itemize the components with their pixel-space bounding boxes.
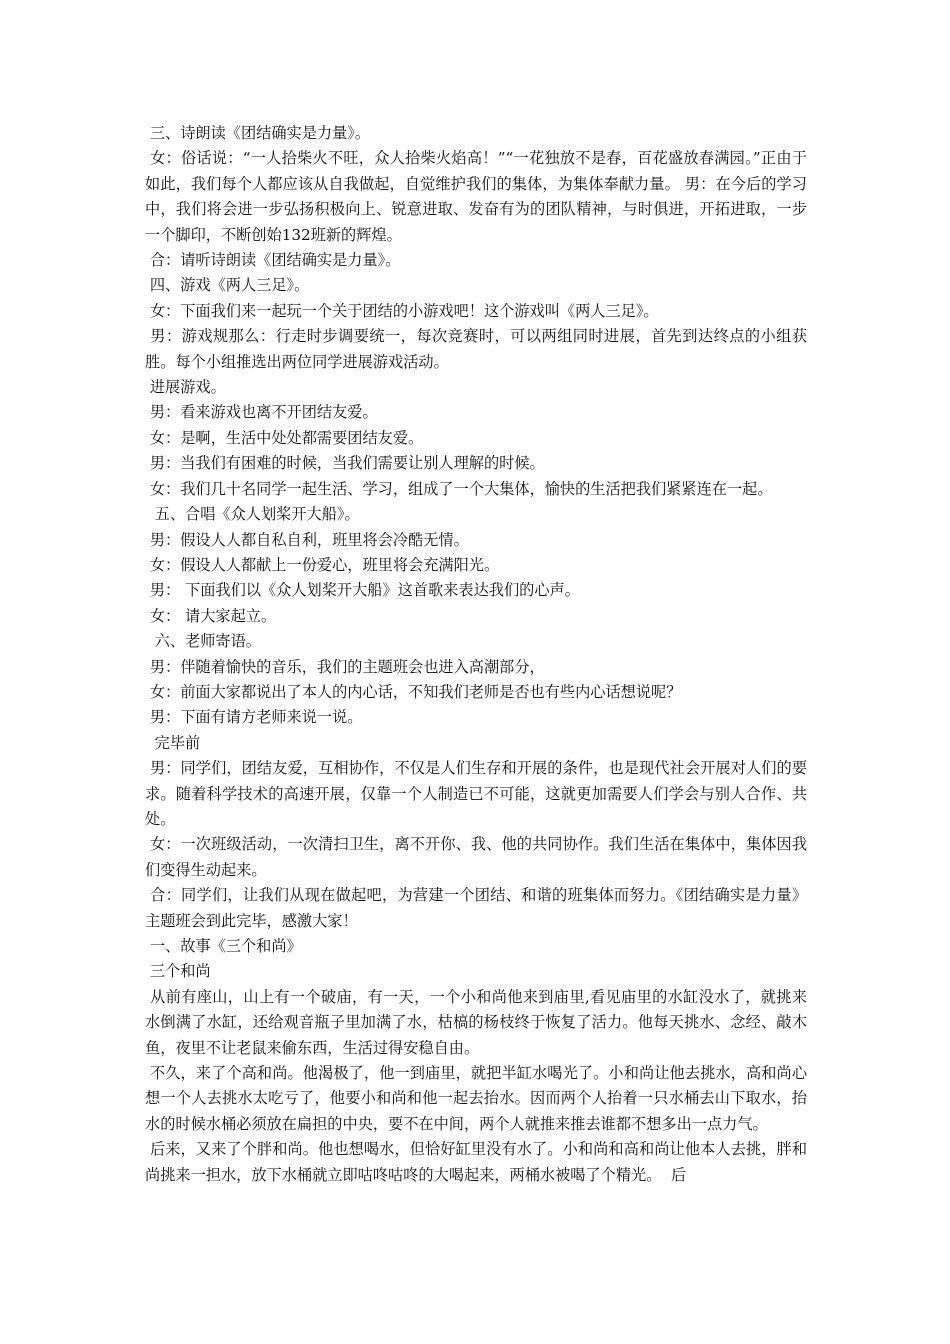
- dialogue-paragraph: 女： 请大家起立。: [145, 606, 277, 625]
- dialogue-paragraph: 合：请听诗朗读《团结确实是力量》。: [145, 251, 401, 270]
- dialogue-paragraph: 男：假设人人都自私自利，班里将会冷酷无情。: [145, 530, 469, 549]
- dialogue-paragraph: 男：同学们，团结友爱，互相协作，不仅是人们生存和开展的条件，也是现代社会开展对人们的要求。随着科学技术的高速开展，仅靠一个人制造已不可能，这就更加需要人们学会与别人合作、共处。: [145, 759, 808, 828]
- dialogue-paragraph: 男：伴随着愉快的音乐，我们的主题班会也进入高潮部分，: [145, 657, 545, 676]
- section-heading-teacher: 六、老师寄语。: [145, 632, 261, 651]
- dialogue-paragraph: 男：下面有请方老师来说一说。: [145, 708, 363, 727]
- story-paragraph: 后来，又来了个胖和尚。他也想喝水，但恰好缸里没有水了。小和尚和高和尚让他本人去挑，胖和尚挑来一担水，放下水桶就立即咕咚咕咚的大喝起来，两桶水被喝了个精光。 后: [145, 1140, 808, 1184]
- dialogue-paragraph: 女：假设人人都献上一份爱心，班里将会充满阳光。: [145, 555, 500, 574]
- story-paragraph: 不久，来了个高和尚。他渴极了，他一到庙里，就把半缸水喝光了。小和尚让他去挑水，高和尚心想一个人去挑水太吃亏了，他要小和尚和他一起去抬水。因而两个人抬着一只水桶去山下取水，抬水的时候水桶必须放在扁担的中央，要不在中间，两个人就推来推去谁都不想多出一点力气。: [145, 1064, 808, 1133]
- document-page: [145, 121, 807, 1188]
- dialogue-paragraph: 男：当我们有困难的时候，当我们需要让别人理解的时候。: [145, 454, 545, 473]
- dialogue-paragraph: 女：前面大家都说出了本人的内心话，不知我们老师是否也有些内心话想说呢？: [145, 682, 682, 701]
- dialogue-paragraph: 合：同学们，让我们从现在做起吧，为营建一个团结、和谐的班集体而努力。《团结确实是力量》主题班会到此完毕，感激大家！: [145, 886, 808, 930]
- dialogue-paragraph: 女：下面我们来一起玩一个关于团结的小游戏吧！这个游戏叫《两人三足》。: [145, 301, 659, 320]
- stage-direction: 进展游戏。: [145, 378, 226, 397]
- section-heading-game: 四、游戏《两人三足》。: [145, 276, 310, 295]
- story-title: 三个和尚: [145, 962, 211, 981]
- dialogue-paragraph: 女：是啊，生活中处处都需要团结友爱。: [145, 428, 424, 447]
- section-heading-story: 一、故事《三个和尚》: [145, 937, 302, 955]
- section-heading-poem: 三、诗朗读《团结确实是力量》。: [145, 124, 371, 142]
- dialogue-paragraph: 男：看来游戏也离不开团结友爱。: [145, 403, 378, 422]
- dialogue-paragraph: 男： 下面我们以《众人划桨开大船》这首歌来表达我们的心声。: [145, 581, 580, 600]
- section-heading-song: 五、合唱《众人划桨开大船》。: [145, 505, 360, 524]
- stage-direction: 完毕前: [145, 733, 201, 752]
- dialogue-paragraph: 女：俗话说：“一人拾柴火不旺，众人拾柴火焰高！”“一花独放不是春，百花盛放春满园。”正由于如此，我们每个人都应该从自我做起，自觉维护我们的集体，为集体奉献力量。 男：在今后的学习中，我们将会进一步弘扬积极向上、锐意进取、发奋有为的团队精神，与时俱进，开拓进取，一步一个脚印，不断创始132班新的辉煌。: [145, 149, 807, 244]
- dialogue-paragraph: 女：我们几十名同学一起生活、学习，组成了一个大集体，愉快的生活把我们紧紧连在一起。: [145, 479, 773, 498]
- dialogue-paragraph: 男：游戏规那么：行走时步调要统一，每次竞赛时，可以两组同时进展，首先到达终点的小组获胜。每个小组推选出两位同学进展游戏活动。: [145, 327, 808, 371]
- story-paragraph: 从前有座山，山上有一个破庙，有一天，一个小和尚他来到庙里,看见庙里的水缸没水了，就挑来水倒满了水缸，还给观音瓶子里加满了水，枯槁的杨枝终于恢复了活力。他每天挑水、念经、敲木鱼，夜里不让老鼠来偷东西，生活过得安稳自由。: [145, 987, 808, 1057]
- dialogue-paragraph: 女：一次班级活动，一次清扫卫生，离不开你、我、他的共同协作。我们生活在集体中，集体因我们变得生动起来。: [145, 835, 808, 879]
